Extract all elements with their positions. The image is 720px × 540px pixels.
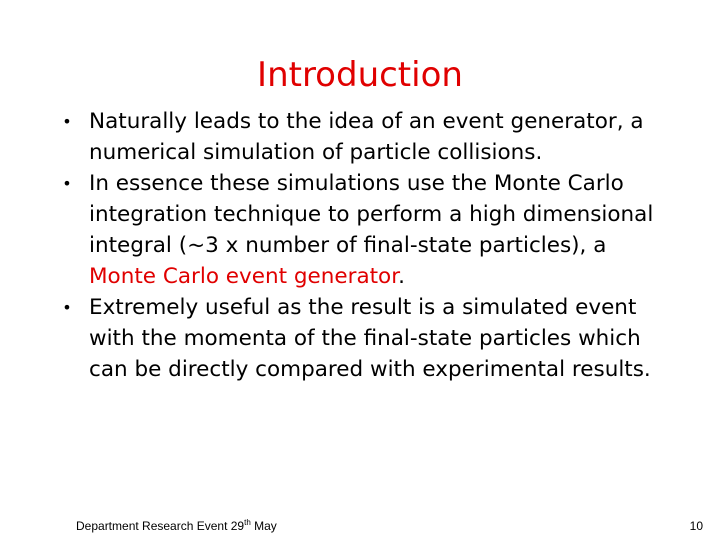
bullet-item <box>57 168 657 292</box>
footer-text <box>76 517 277 535</box>
footer-text-end: May <box>250 519 277 533</box>
bullet-text: In essence these simulations use the Monte Carlo integration technique to perform a high dimensional integral (~3 x number of final-state particles), a <box>89 171 654 258</box>
bullet-icon: • <box>62 298 72 317</box>
bullet-icon: • <box>62 174 72 193</box>
slide-title-text: Introduction <box>257 55 463 95</box>
footer-text-main: Department Research Event 29 <box>76 519 245 533</box>
bullet-item <box>57 106 657 168</box>
bullet-item <box>57 292 657 385</box>
bullet-list <box>57 106 657 385</box>
slide-footer <box>0 517 720 537</box>
footer-text-superscript: th <box>244 518 251 527</box>
bullet-text: Naturally leads to the idea of an event generator, a numerical simulation of particle collisions. <box>89 109 644 165</box>
page-number: 10 <box>689 519 703 533</box>
bullet-text: Extremely useful as the result is a simulated event with the momenta of the final-state particles which can be directly compared with experimental results. <box>89 295 651 382</box>
bullet-text-end: . <box>398 264 405 289</box>
slide-title <box>0 52 720 98</box>
bullet-icon: • <box>62 112 72 131</box>
bullet-highlight-text: Monte Carlo event generator <box>89 264 399 289</box>
